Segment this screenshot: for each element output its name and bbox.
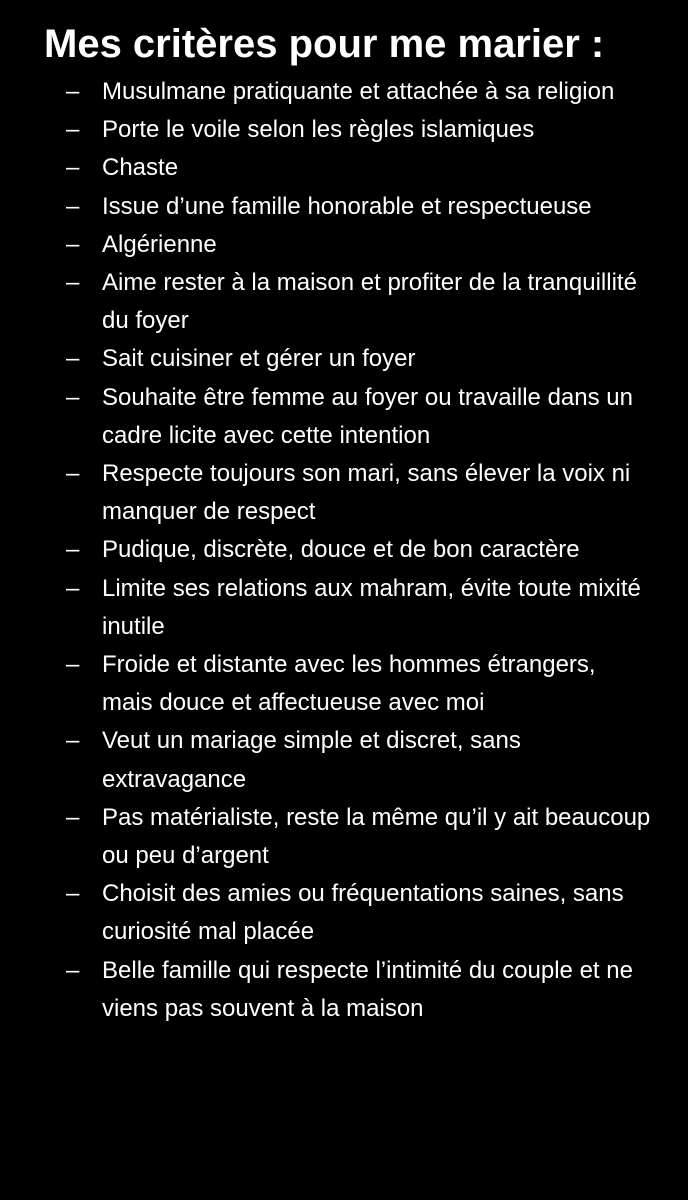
criteria-list: [0, 73, 688, 1028]
list-item: [0, 264, 688, 340]
note-title: Mes critères pour me marier :: [44, 22, 605, 66]
bullet-dash: –: [66, 574, 80, 602]
bullet-dash: –: [66, 536, 80, 564]
list-item: [0, 379, 688, 455]
list-item-text: Sait cuisiner et gérer un foyer: [102, 345, 416, 373]
bullet-dash: –: [66, 727, 80, 755]
list-item: [0, 722, 688, 798]
list-item: [0, 875, 688, 951]
list-item-text: Porte le voile selon les règles islamiques: [102, 116, 535, 144]
bullet-dash: –: [66, 345, 80, 373]
bullet-dash: –: [66, 192, 80, 220]
list-item-text: Belle famille qui respecte l’intimité du couple et ne viens pas souvent à la maison: [102, 956, 633, 1022]
list-item: [0, 455, 688, 531]
list-item-text: Pudique, discrète, douce et de bon caractère: [102, 536, 580, 564]
list-item-text: Musulmane pratiquante et attachée à sa religion: [102, 78, 615, 105]
list-item: [0, 149, 688, 187]
list-item: [0, 188, 688, 226]
bullet-dash: –: [66, 383, 80, 411]
list-item-text: Chaste: [102, 154, 179, 182]
list-item-text: Aime rester à la maison et profiter de la tranquillité du foyer: [102, 269, 637, 335]
list-item: [0, 570, 688, 646]
bullet-dash: –: [66, 651, 80, 679]
list-item-text: Issue d’une famille honorable et respectueuse: [102, 192, 592, 220]
list-item: [0, 73, 688, 111]
list-item: [0, 799, 688, 875]
bullet-dash: –: [66, 803, 80, 831]
list-item-text: Choisit des amies ou fréquentations saines, sans curiosité mal placée: [102, 880, 624, 946]
list-item: [0, 340, 688, 378]
list-item-text: Pas matérialiste, reste la même qu’il y ait beaucoup ou peu d’argent: [102, 803, 651, 870]
bullet-dash: –: [66, 230, 80, 258]
list-item-text: Veut un mariage simple et discret, sans extravagance: [102, 727, 521, 793]
list-item: [0, 111, 688, 149]
list-item: [0, 952, 688, 1028]
bullet-dash: –: [66, 956, 80, 984]
list-item: [0, 531, 688, 569]
bullet-dash: –: [66, 116, 80, 144]
list-item: [0, 646, 688, 722]
list-item-text: Algérienne: [102, 230, 217, 258]
list-item-text: Souhaite être femme au foyer ou travaille dans un cadre licite avec cette intention: [102, 383, 633, 449]
list-item: [0, 226, 688, 264]
list-item-text: Respecte toujours son mari, sans élever la voix ni manquer de respect: [102, 460, 631, 526]
bullet-dash: –: [66, 880, 80, 908]
bullet-dash: –: [66, 460, 80, 488]
list-item-text: Limite ses relations aux mahram, évite toute mixité inutile: [102, 574, 641, 640]
bullet-dash: –: [66, 78, 80, 105]
list-item-text: Froide et distante avec les hommes étrangers, mais douce et affectueuse avec moi: [102, 651, 596, 717]
bullet-dash: –: [66, 269, 80, 297]
bullet-dash: –: [66, 154, 80, 182]
